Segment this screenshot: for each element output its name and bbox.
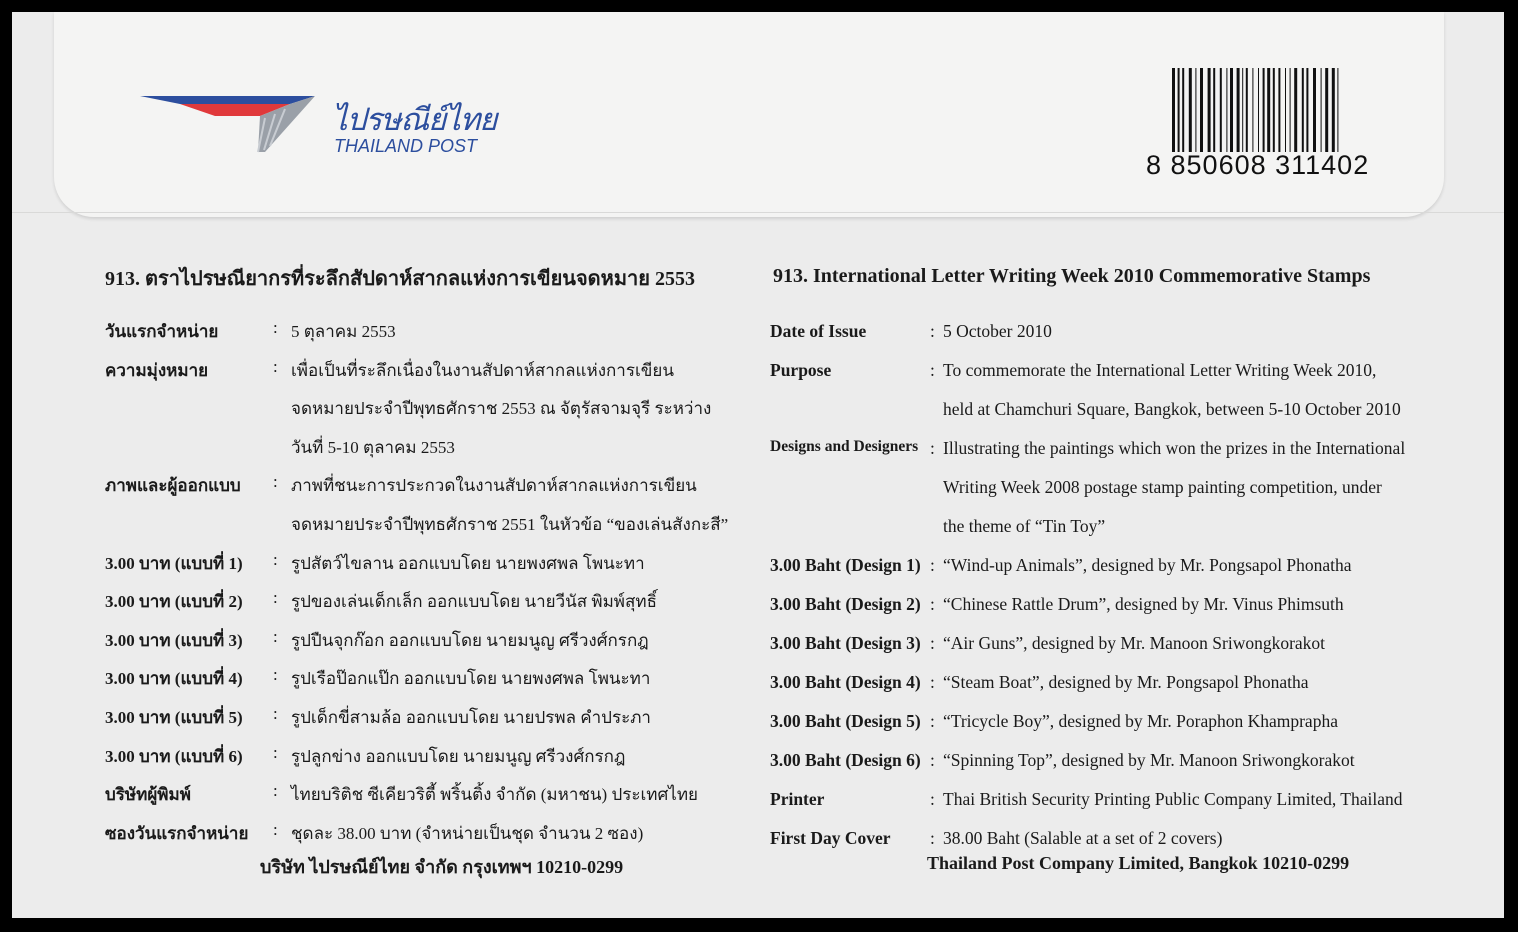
colon-separator: : xyxy=(273,819,278,839)
field-label: ซองวันแรกจำหน่าย xyxy=(105,823,249,843)
english-title: 913. International Letter Writing Week 2010 Commemorative Stamps xyxy=(773,265,1371,287)
field-label: Date of Issue xyxy=(770,321,867,341)
barcode-number: 8 850608 311402 xyxy=(1146,150,1370,180)
field-label: First Day Cover xyxy=(770,828,891,848)
field-value-line: เพื่อเป็นที่ระลึกเนื่องในงานสัปดาห์สากลแห่งการเขียน xyxy=(291,360,674,380)
barcode-bar xyxy=(1273,68,1275,152)
field-value-line: Illustrating the paintings which won the prizes in the International xyxy=(943,438,1406,458)
field-value-line: Thai British Security Printing Public Company Limited, Thailand xyxy=(943,789,1403,809)
barcode-bar xyxy=(1213,68,1215,152)
field-label: 3.00 บาท (แบบที่ 4) xyxy=(105,669,243,689)
fold-line xyxy=(12,212,1504,213)
field-label: ความมุ่งหมาย xyxy=(105,360,209,380)
thai-title: 913. ตราไปรษณียากรที่ระลึกสัปดาห์สากลแห่งการเขียนจดหมาย 2553 xyxy=(105,268,695,290)
field-label: วันแรกจำหน่าย xyxy=(105,322,219,341)
colon-separator: : xyxy=(930,828,935,848)
field-label: 3.00 บาท (แบบที่ 1) xyxy=(105,553,243,573)
field-value-line: “Tricycle Boy”, designed by Mr. Poraphon Khamprapha xyxy=(943,711,1338,731)
colon-separator: : xyxy=(930,633,935,653)
barcode-bar xyxy=(1258,68,1259,152)
field-label: 3.00 Baht (Design 3) xyxy=(770,633,921,653)
barcode-bar xyxy=(1189,68,1192,152)
barcode-bar xyxy=(1306,68,1308,152)
field-value-line: จดหมายประจำปีพุทธศักราช 2551 ในหัวข้อ “ของเล่นสังกะสี” xyxy=(291,515,729,534)
field-value-line: วันที่ 5-10 ตุลาคม 2553 xyxy=(291,437,455,457)
colon-separator: : xyxy=(930,594,935,614)
envelope-back xyxy=(12,12,1504,918)
brand-name-thai: ไปรษณีย์ไทย xyxy=(332,102,497,138)
barcode-bar xyxy=(1195,68,1196,152)
barcode-bar xyxy=(1182,68,1184,152)
colon-separator: : xyxy=(930,555,935,575)
colon-separator: : xyxy=(930,789,935,809)
field-label: Purpose xyxy=(770,360,832,380)
field-label: ภาพและผู้ออกแบบ xyxy=(105,476,241,496)
field-value-line: รูปเด็กขี่สามล้อ ออกแบบโดย นายปรพล คำประภา xyxy=(291,708,651,727)
field-value-line: Writing Week 2008 postage stamp painting competition, under xyxy=(943,477,1382,497)
field-value-line: “Wind-up Animals”, designed by Mr. Pongsapol Phonatha xyxy=(943,555,1352,575)
field-value-line: 5 October 2010 xyxy=(943,321,1052,341)
field-value-line: รูปของเล่นเด็กเล็ก ออกแบบโดย นายวีนัส พิมพ์สุทธิ์ xyxy=(291,592,657,612)
field-value-line: held at Chamchuri Square, Bangkok, between 5-10 October 2010 xyxy=(943,399,1401,419)
barcode-bar xyxy=(1178,68,1180,152)
thai-footer: บริษัท ไปรษณีย์ไทย จำกัด กรุงเทพฯ 10210-0299 xyxy=(260,857,624,877)
barcode-bar xyxy=(1200,68,1203,152)
field-label: Designs and Designers xyxy=(770,438,919,455)
barcode-bar xyxy=(1220,68,1222,152)
barcode-bar xyxy=(1294,68,1297,152)
colon-separator: : xyxy=(930,321,935,341)
barcode-bar xyxy=(1230,68,1233,152)
field-label: 3.00 บาท (แบบที่ 2) xyxy=(105,592,243,612)
field-label: บริษัทผู้พิมพ์ xyxy=(105,785,191,805)
field-value-line: จดหมายประจำปีพุทธศักราช 2553 ณ จัตุรัสจามจุรี ระหว่าง xyxy=(291,399,712,419)
barcode-bar xyxy=(1172,68,1175,152)
colon-separator: : xyxy=(273,356,278,376)
field-label: 3.00 Baht (Design 6) xyxy=(770,750,921,770)
barcode-bar xyxy=(1242,68,1243,152)
barcode-bar xyxy=(1332,68,1335,152)
field-value-line: the theme of “Tin Toy” xyxy=(943,516,1106,536)
field-label: 3.00 บาท (แบบที่ 5) xyxy=(105,708,243,727)
colon-separator: : xyxy=(273,588,278,608)
barcode-bar xyxy=(1226,68,1227,152)
colon-separator: : xyxy=(273,742,278,762)
barcode-bar xyxy=(1263,68,1265,152)
field-value-line: รูปปืนจุกก๊อก ออกแบบโดย นายมนูญ ศรีวงศ์กรกฎ xyxy=(291,630,649,650)
colon-separator: : xyxy=(273,318,278,337)
colon-separator: : xyxy=(273,626,278,646)
field-label: 3.00 Baht (Design 1) xyxy=(770,555,921,575)
field-value-line: To commemorate the International Letter Writing Week 2010, xyxy=(943,360,1377,380)
thailand-post-logo xyxy=(140,94,520,164)
barcode-bar xyxy=(1252,68,1253,152)
field-value-line: ไทยบริติช ซีเคียวริตี้ พริ้นติ้ง จำกัด (มหาชน) ประเทศไทย xyxy=(291,785,699,805)
colon-separator: : xyxy=(273,781,278,801)
field-value-line: “Air Guns”, designed by Mr. Manoon Sriwongkorakot xyxy=(943,633,1326,653)
barcode-bar xyxy=(1321,68,1322,152)
field-value-line: 38.00 Baht (Salable at a set of 2 covers) xyxy=(943,828,1223,848)
colon-separator: : xyxy=(273,549,278,569)
barcode-bar xyxy=(1313,68,1316,152)
barcode-bar xyxy=(1237,68,1240,152)
field-value-line: “Spinning Top”, designed by Mr. Manoon Sriwongkorakot xyxy=(943,750,1355,770)
field-value-line: ชุดละ 38.00 บาท (จำหน่ายเป็นชุด จำนวน 2 ซอง) xyxy=(291,823,644,843)
field-value-line: 5 ตุลาคม 2553 xyxy=(291,322,396,341)
barcode-bar xyxy=(1325,68,1328,152)
thailand-post-wing-icon xyxy=(140,94,330,164)
field-label: 3.00 Baht (Design 5) xyxy=(770,711,921,731)
colon-separator: : xyxy=(930,672,935,692)
field-value-line: “Steam Boat”, designed by Mr. Pongsapol Phonatha xyxy=(943,672,1309,692)
field-value-line: ภาพที่ชนะการประกวดในงานสัปดาห์สากลแห่งการเขียน xyxy=(291,476,697,496)
barcode xyxy=(1170,68,1395,152)
barcode-bar xyxy=(1337,68,1338,152)
field-label: Printer xyxy=(770,789,825,809)
barcode-bar xyxy=(1278,68,1280,152)
barcode-bar xyxy=(1290,68,1291,152)
barcode-bar xyxy=(1208,68,1211,152)
field-value-line: รูปสัตว์ไขลาน ออกแบบโดย นายพงศพล โพนะทา xyxy=(291,553,645,573)
field-value-line: รูปลูกข่าง ออกแบบโดย นายมนูญ ศรีวงศ์กรกฎ xyxy=(291,746,626,766)
english-footer: Thailand Post Company Limited, Bangkok 10210-0299 xyxy=(927,853,1350,873)
field-value-line: “Chinese Rattle Drum”, designed by Mr. Vinus Phimsuth xyxy=(943,594,1344,614)
colon-separator: : xyxy=(273,665,278,685)
field-label: 3.00 บาท (แบบที่ 3) xyxy=(105,630,243,650)
brand-name-english: THAILAND POST xyxy=(334,136,478,156)
field-label: 3.00 บาท (แบบที่ 6) xyxy=(105,746,243,766)
colon-separator: : xyxy=(930,438,935,458)
field-value-line: รูปเรือป๊อกแป๊ก ออกแบบโดย นายพงศพล โพนะทา xyxy=(291,669,651,689)
colon-separator: : xyxy=(930,360,935,380)
barcode-bar xyxy=(1285,68,1286,152)
barcode-bar xyxy=(1246,68,1248,152)
barcode-bar xyxy=(1302,68,1304,152)
field-label: 3.00 Baht (Design 4) xyxy=(770,672,921,692)
colon-separator: : xyxy=(273,704,278,723)
colon-separator: : xyxy=(930,750,935,770)
colon-separator: : xyxy=(273,472,278,492)
field-label: 3.00 Baht (Design 2) xyxy=(770,594,921,614)
barcode-bar xyxy=(1267,68,1270,152)
colon-separator: : xyxy=(930,711,935,731)
